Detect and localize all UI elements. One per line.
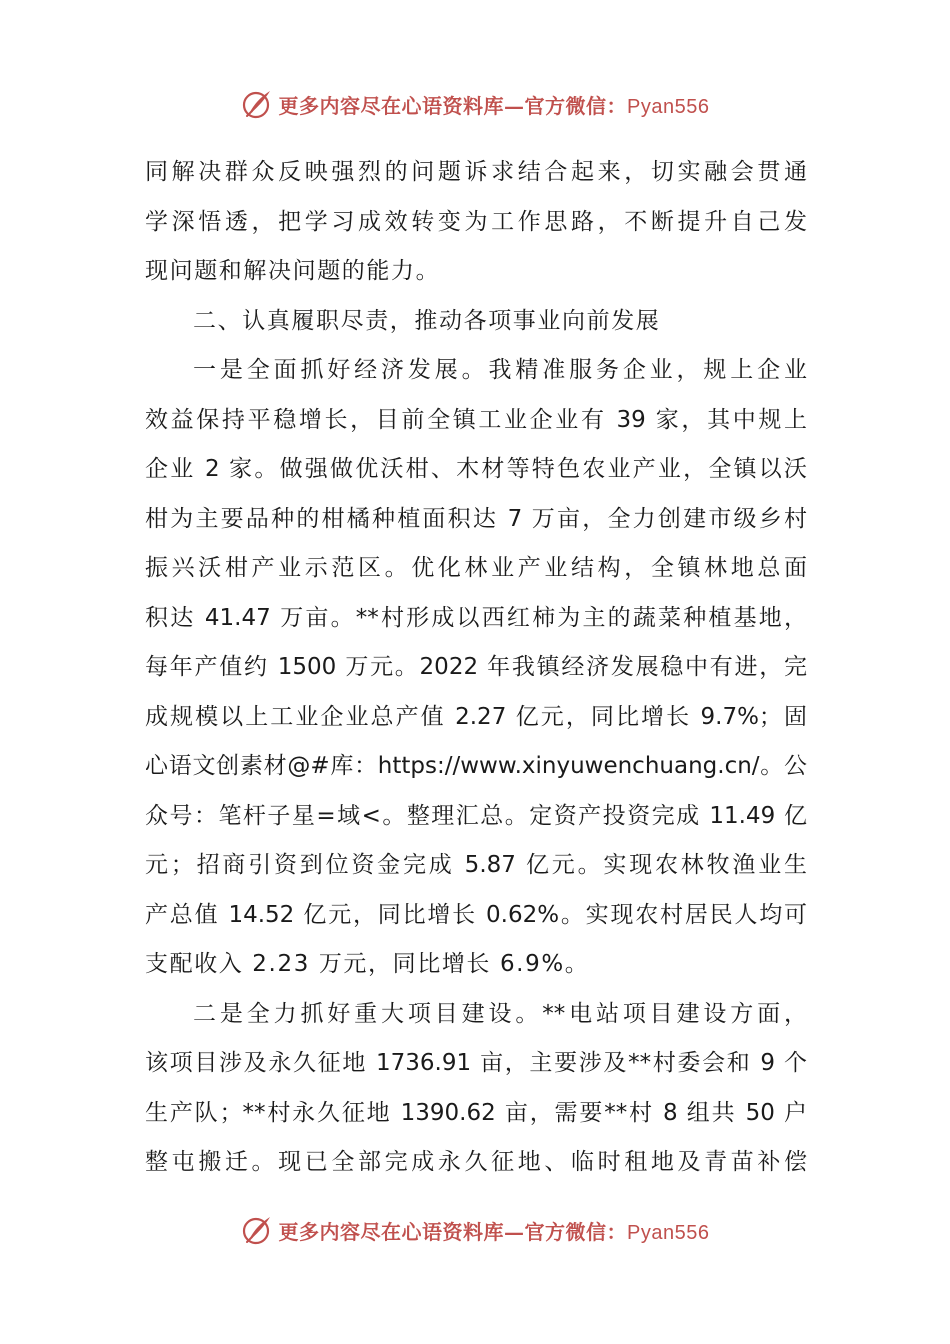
- text-line: 支配收入 2.23 万元，同比增长 6.9%。: [145, 951, 590, 977]
- text-line: 学深悟透，把学习成效转变为工作思路，不断提升自己发: [145, 208, 807, 235]
- text-line: 成规模以上工业企业总产值 2.27 亿元，同比增长 9.7%；固: [145, 703, 807, 730]
- text-line: 产总值 14.52 亿元，同比增长 0.62%。实现农村居民人均可: [145, 901, 807, 928]
- text-line: 效益保持平稳增长，目前全镇工业企业有 39 家，其中规上: [145, 406, 807, 433]
- text-line: 现问题和解决问题的能力。: [145, 258, 441, 284]
- text-line: 心语文创素材@#库：https://www.xinyuwenchuang.cn/。公: [145, 753, 807, 779]
- document-body: [145, 148, 807, 1188]
- text-line: 每年产值约 1500 万元。2022 年我镇经济发展稳中有进，完: [145, 654, 807, 680]
- section-heading: 二、认真履职尽责，推动各项事业向前发展: [193, 307, 661, 334]
- watermark-text: 更多内容尽在心语资料库—官方微信：Pyan556: [278, 93, 710, 118]
- text-line: 振兴沃柑产业示范区。优化林业产业结构，全镇林地总面: [145, 555, 807, 581]
- text-line: 生产队；**村永久征地 1390.62 亩，需要**村 8 组共 50 户: [145, 1099, 807, 1126]
- watermark-text: 更多内容尽在心语资料库—官方微信：Pyan556: [278, 1219, 710, 1244]
- header-watermark: [0, 84, 950, 124]
- text-line: 该项目涉及永久征地 1736.91 亩，主要涉及**村委会和 9 个: [145, 1050, 807, 1076]
- text-line: 柑为主要品种的柑橘种植面积达 7 万亩，全力创建市级乡村: [145, 505, 807, 532]
- text-line: 企业 2 家。做强做优沃柑、木材等特色农业产业，全镇以沃: [145, 456, 807, 482]
- footer-watermark: [0, 1210, 950, 1250]
- quill-pen-logo-icon: [241, 88, 273, 120]
- quill-pen-logo-icon: [241, 1214, 273, 1246]
- text-line: 元；招商引资到位资金完成 5.87 亿元。实现农林牧渔业生: [145, 852, 807, 878]
- text-line: 同解决群众反映强烈的问题诉求结合起来，切实融会贯通: [145, 159, 807, 185]
- text-line: 众号：笔杆子星=域<。整理汇总。定资产投资完成 11.49 亿: [145, 802, 807, 829]
- text-line: 积达 41.47 万亩。**村形成以西红柿为主的蔬菜种植基地，: [145, 604, 807, 631]
- watermark-handle: Pyan556: [627, 1221, 710, 1244]
- text-line: 二是全力抓好重大项目建设。**电站项目建设方面，: [193, 1000, 807, 1027]
- text-line: 整屯搬迁。现已全部完成永久征地、临时租地及青苗补偿: [145, 1149, 807, 1175]
- watermark-handle: Pyan556: [627, 95, 710, 118]
- text-line: 一是全面抓好经济发展。我精准服务企业，规上企业: [193, 357, 807, 383]
